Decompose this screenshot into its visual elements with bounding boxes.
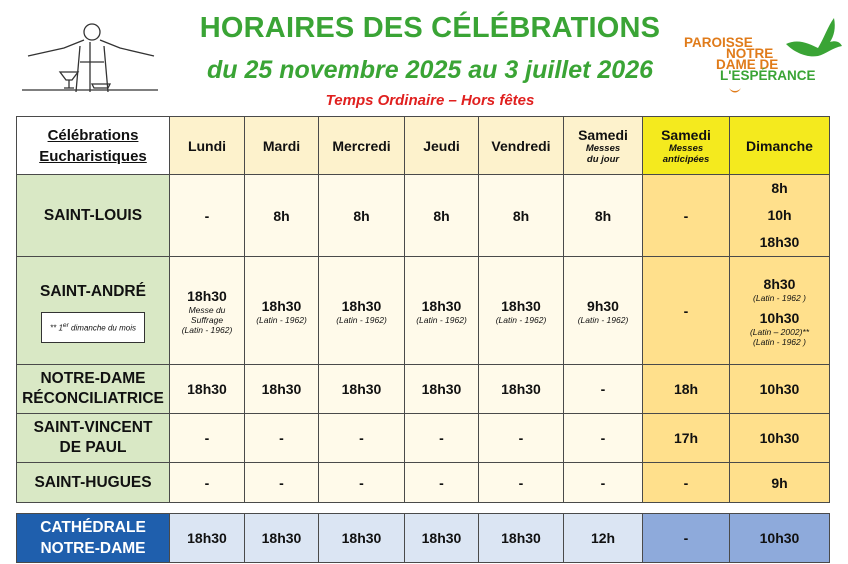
time-cell: 8h [564, 175, 643, 257]
time-cell: 17h [643, 414, 730, 463]
logo-line-notre: NOTRE [726, 46, 774, 61]
time-cell: 9h30 (Latin - 1962) [564, 257, 643, 365]
table-row [17, 175, 830, 257]
time-cell: 18h30 [245, 365, 319, 414]
logo-line-dame-de: DAME DE [716, 57, 779, 72]
page-title: HORAIRES DES CÉLÉBRATIONS [199, 12, 661, 44]
time-cell-sunday: 8h 10h 18h30 [730, 175, 830, 257]
parish-logo [676, 14, 844, 104]
day-friday: Vendredi [479, 117, 564, 175]
time-cell-sunday: 10h30 [730, 514, 830, 563]
time-cell: - [479, 463, 564, 503]
time-cell: 18h30 [319, 365, 405, 414]
footnote-box: ** 1er dimanche du mois [41, 312, 145, 343]
logo-line-esperance: L'ESPÉRANCE [720, 68, 816, 83]
church-saint-hugues: SAINT-HUGUES [17, 463, 170, 503]
time-cell: 18h30 (Latin - 1962) [405, 257, 479, 365]
time-cell: 18h30 [479, 514, 564, 563]
time-cell: 18h30 [245, 514, 319, 563]
time-cell: 18h30 [170, 365, 245, 414]
time-cell: 18h30 (Latin - 1962) [319, 257, 405, 365]
time-cell: 18h [643, 365, 730, 414]
time-cell: 18h30 (Latin - 1962) [479, 257, 564, 365]
time-cell: 18h30 [319, 514, 405, 563]
time-cell: - [643, 257, 730, 365]
priest-illustration [20, 12, 160, 94]
church-saint-andre: SAINT-ANDRÉ ** 1er dimanche du mois [17, 257, 170, 365]
time-cell: - [319, 414, 405, 463]
time-cell-sunday: 8h30 (Latin - 1962 ) 10h30 (Latin – 2002)** (Latin - 1962 ) [730, 257, 830, 365]
table-row [17, 257, 830, 365]
day-sunday: Dimanche [730, 117, 830, 175]
time-cell: - [245, 463, 319, 503]
day-wednesday: Mercredi [319, 117, 405, 175]
time-cell: 18h30 [405, 514, 479, 563]
table-spacer [17, 503, 830, 514]
church-cathedrale-notre-dame: CATHÉDRALE NOTRE-DAME [17, 514, 170, 563]
time-cell: - [643, 175, 730, 257]
time-cell: - [245, 414, 319, 463]
time-cell: 18h30 [170, 514, 245, 563]
day-thursday: Jeudi [405, 117, 479, 175]
time-cell: - [170, 175, 245, 257]
time-cell: - [405, 463, 479, 503]
time-cell: 8h [405, 175, 479, 257]
liturgical-period: Temps Ordinaire – Hors fêtes [325, 92, 535, 109]
time-cell: 8h [245, 175, 319, 257]
logo-line-paroisse: PAROISSE [684, 35, 753, 50]
time-cell: 12h [564, 514, 643, 563]
time-cell: 18h30 Messe du Suffrage (Latin - 1962) [170, 257, 245, 365]
table-row [17, 463, 830, 503]
time-cell: - [643, 514, 730, 563]
time-cell-sunday: 10h30 [730, 365, 830, 414]
time-cell: - [170, 414, 245, 463]
day-monday: Lundi [170, 117, 245, 175]
time-cell: 18h30 [405, 365, 479, 414]
time-cell: - [479, 414, 564, 463]
time-cell: - [643, 463, 730, 503]
time-cell: - [405, 414, 479, 463]
time-cell: 18h30 (Latin - 1962) [245, 257, 319, 365]
corner-header: Célébrations Eucharistiques [17, 117, 170, 175]
table-header-row [17, 117, 830, 175]
flame-icon [728, 86, 742, 98]
time-cell: - [170, 463, 245, 503]
church-notre-dame-reconciliatrice: NOTRE-DAME RÉCONCILIATRICE [17, 365, 170, 414]
time-cell: - [564, 463, 643, 503]
church-saint-louis: SAINT-LOUIS [17, 175, 170, 257]
time-cell: 8h [479, 175, 564, 257]
church-saint-vincent-de-paul: SAINT-VINCENT DE PAUL [17, 414, 170, 463]
time-cell: - [564, 365, 643, 414]
table-row [17, 365, 830, 414]
dove-icon [784, 14, 844, 62]
time-cell: 18h30 [479, 365, 564, 414]
table-row [17, 414, 830, 463]
day-saturday-anticipated: Samedi Messes anticipées [643, 117, 730, 175]
time-cell: - [319, 463, 405, 503]
table-row [17, 514, 830, 563]
time-cell-sunday: 10h30 [730, 414, 830, 463]
date-range: du 25 novembre 2025 au 3 juillet 2026 [206, 56, 654, 84]
mass-schedule-table [16, 116, 830, 563]
day-saturday: Samedi Messes du jour [564, 117, 643, 175]
time-cell-sunday: 9h [730, 463, 830, 503]
day-tuesday: Mardi [245, 117, 319, 175]
time-cell: 8h [319, 175, 405, 257]
time-cell: - [564, 414, 643, 463]
